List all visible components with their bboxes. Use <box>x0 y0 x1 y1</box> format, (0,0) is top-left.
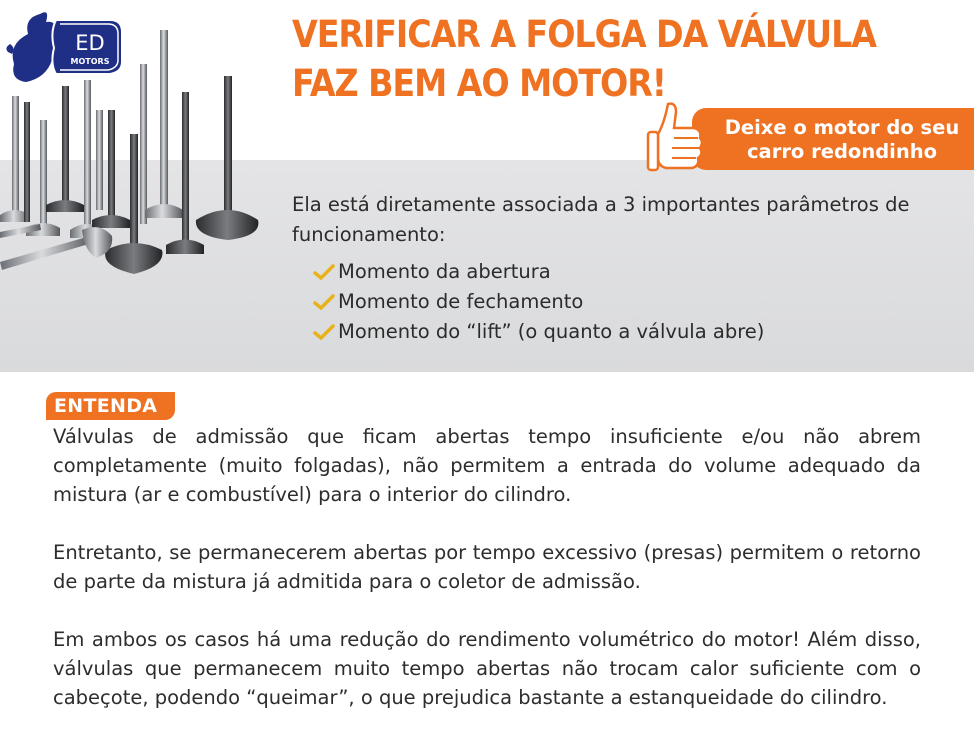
check-icon <box>313 263 335 281</box>
section-body <box>53 422 921 712</box>
parameter-label: Momento de fechamento <box>338 290 584 313</box>
section-title: ENTENDA <box>46 392 175 420</box>
list-item <box>313 257 764 287</box>
logo-initials: ED <box>75 31 105 55</box>
tagline-text <box>712 116 972 164</box>
page-headline <box>292 10 876 108</box>
parameter-label: Momento do “lift” (o quanto a válvula abre) <box>338 320 765 343</box>
tagline-line-2: carro redondinho <box>746 140 938 163</box>
tagline-line-1: Deixe o motor do seu <box>724 116 960 139</box>
paragraph: Em ambos os casos há uma redução do rendimento volumétrico do motor! Além disso, válvulas que permanecem muito tempo abertas não trocam calor suficiente com o cabeçote, podendo “queimar”, o que prejudica bastante a estanqueidade do cilindro. <box>53 628 921 709</box>
intro-text: Ela está diretamente associada a 3 importantes parâmetros de funcionamento: <box>292 193 910 246</box>
thumbs-up-icon <box>646 100 708 176</box>
tagline-badge <box>692 108 974 170</box>
check-icon <box>313 323 335 341</box>
parameter-list <box>313 257 764 347</box>
headline-line-2: FAZ BEM AO MOTOR! <box>292 62 666 105</box>
logo-name: MOTORS <box>70 57 110 66</box>
list-item <box>313 287 764 317</box>
headline-line-1: VERIFICAR A FOLGA DA VÁLVULA <box>292 13 876 56</box>
ed-motors-logo <box>6 4 126 88</box>
check-icon <box>313 293 335 311</box>
parameter-label: Momento da abertura <box>338 260 551 283</box>
paragraph: Entretanto, se permanecerem abertas por tempo excessivo (presas) permitem o retorno de parte da mistura já admitida para o coletor de admissão. <box>53 541 921 593</box>
list-item <box>313 317 764 347</box>
paragraph: Válvulas de admissão que ficam abertas tempo insuficiente e/ou não abrem completamente (muito folgadas), não permitem a entrada do volume adequado da mistura (ar e combustível) para o interior do cilindro. <box>53 425 921 506</box>
